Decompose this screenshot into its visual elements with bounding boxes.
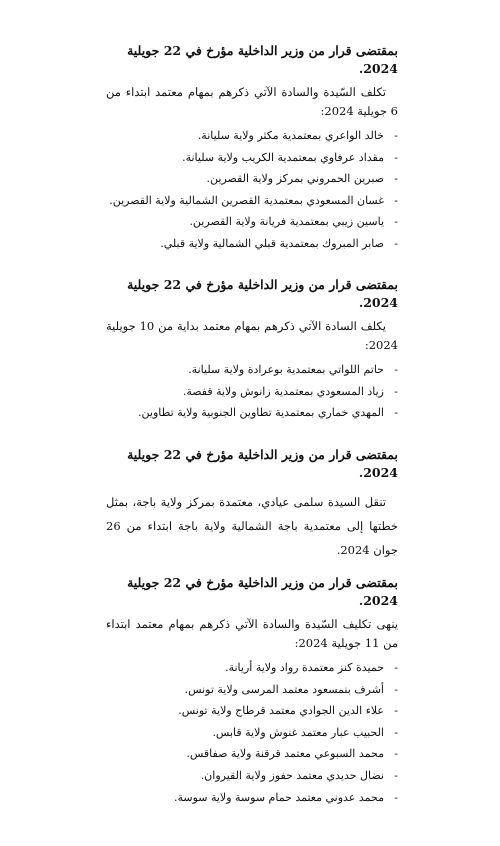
decree-title-line1: بمقتضى قرار من وزير الداخلية مؤرخ في 22 جويلية	[127, 447, 398, 462]
decree-1	[106, 42, 398, 255]
list-item: - صبرين الحمروني بمركز ولاية القصرين.	[206, 172, 398, 186]
decree-title	[106, 574, 398, 610]
decree-title-line2: 2024.	[358, 593, 398, 608]
decree-list	[106, 125, 398, 255]
decree-list	[106, 359, 398, 424]
decree-title-line1: بمقتضى قرار من وزير الداخلية مؤرخ في 22 جويلية	[127, 277, 398, 292]
decree-intro: ينهى تكليف السّيدة والسادة الآتي ذكرهم بمهام معتمد ابتداء من 11 جويلية 2024:	[106, 617, 398, 650]
decree-intro: تنقل السيدة سلمى عيادي، معتمدة بمركز ولاية باجة، بمثل خطتها إلى معتمدية باجة الشمالية ولاية باجة ابتداء من 26 جوان 2024.	[106, 495, 398, 557]
list-item: - أشرف بنمسعود معتمد المرسى ولاية تونس.	[184, 682, 398, 696]
decree-list	[106, 657, 398, 808]
list-item: - مقداد عرفاوي بمعتمدية الكريب ولاية سليانة.	[182, 150, 398, 164]
list-item: - ياسين زيبي بمعتمدية فريانة ولاية القصرين.	[189, 215, 398, 229]
list-item: - المهدي خماري بمعتمدية تطاوين الجنوبية ولاية تطاوين.	[138, 406, 398, 420]
list-item: - علاء الدين الجوادي معتمد قرطاج ولاية تونس.	[178, 704, 398, 718]
list-item: - غسان المسعودي بمعتمدية القصرين الشمالية ولاية القصرين.	[109, 193, 398, 207]
decree-title-line2: 2024.	[358, 61, 398, 76]
list-item: - محمد عدوني معتمد حمام سوسة ولاية سوسة.	[173, 790, 398, 804]
decree-title	[106, 446, 398, 482]
decree-intro: تكلف السّيدة والسادة الآتي ذكرهم بمهام معتمد ابتداء من 6 جويلية 2024:	[106, 85, 398, 118]
list-item: - محمد السبوعي معتمد قرقنة ولاية صفاقس.	[186, 747, 398, 761]
decree-title	[106, 276, 398, 312]
list-item: - حاتم اللواتي بمعتمدية بوعرادة ولاية سليانة.	[188, 363, 398, 376]
decree-title-line2: 2024.	[358, 465, 398, 480]
list-item: - زياد المسعودي بمعتمدية زانوش ولاية قفصة.	[182, 384, 398, 398]
decree-title-line2: 2024.	[358, 295, 398, 310]
decree-title-line1: بمقتضى قرار من وزير الداخلية مؤرخ في 22 جويلية	[127, 43, 398, 58]
list-item: - حميدة كنز معتمدة رواد ولاية أريانة.	[225, 661, 398, 674]
list-item: - صابر المبروك بمعتمدية قبلي الشمالية ولاية قبلي.	[160, 236, 398, 250]
list-item: - نضال حديدي معتمد حفوز ولاية القيروان.	[200, 768, 398, 782]
list-item: - الحبيب عبار معتمد غنوش ولاية قابس.	[212, 725, 398, 739]
decree-title	[106, 42, 398, 78]
decree-3	[106, 446, 398, 562]
decree-4	[106, 574, 398, 808]
decree-intro: يكلف السادة الآتي ذكرهم بمهام معتمد بداية من 10 جويلية 2024:	[106, 319, 398, 352]
list-item: - خالد الواعري بمعتمدية مكثر ولاية سليانة.	[197, 129, 398, 142]
decree-title-line1: بمقتضى قرار من وزير الداخلية مؤرخ في 22 جويلية	[127, 575, 398, 590]
decree-2	[106, 276, 398, 424]
